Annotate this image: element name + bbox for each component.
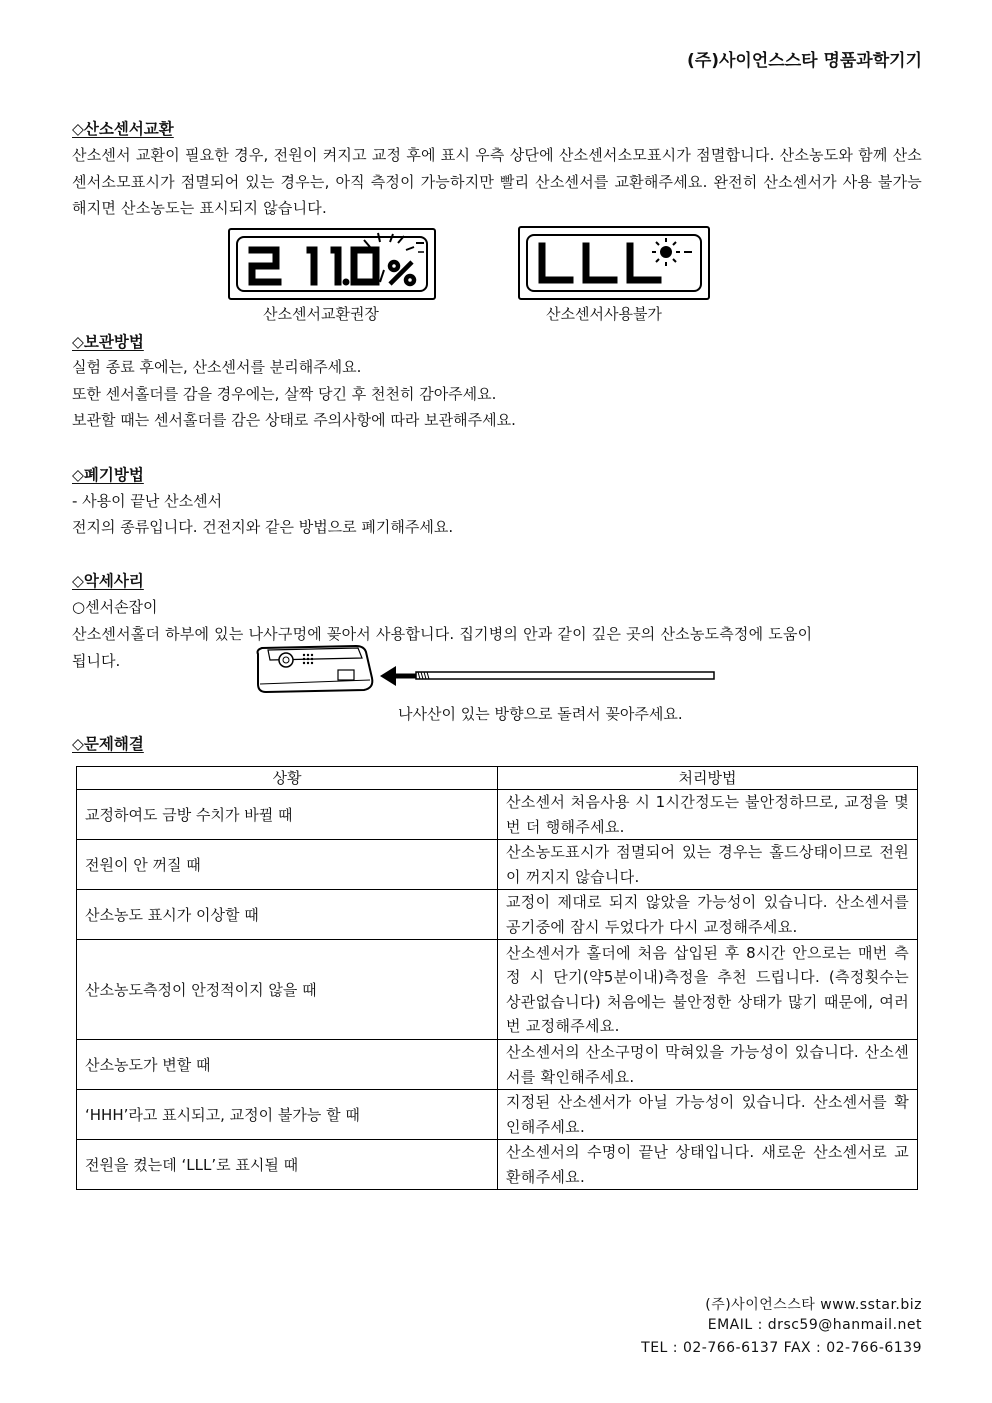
table-row	[77, 890, 918, 940]
sensor-handle-illustration	[250, 640, 720, 696]
situation-cell: 전원이 안 꺼질 때	[77, 840, 498, 890]
table-row	[77, 790, 918, 840]
storage-line-2: 또한 센서홀더를 감을 경우에는, 살짝 당긴 후 천천히 감아주세요.	[72, 385, 497, 403]
company-header: (주)사이언스스타 명품과학기기	[687, 51, 922, 71]
footer-email: EMAIL : drsc59@hanmail.net	[707, 1317, 922, 1333]
solution-cell: 산소농도표시가 점멸되어 있는 경우는 홀드상태이므로 전원이 꺼지지 않습니다.	[498, 840, 918, 890]
header-situation: 상황	[77, 767, 498, 790]
accessory-body-line-2: 됩니다.	[72, 652, 121, 670]
disposal-line-2: 전지의 종류입니다. 건전지와 같은 방법으로 폐기해주세요.	[72, 518, 454, 536]
solution-cell: 교정이 제대로 되지 않았을 가능성이 있습니다. 산소센서를 공기중에 잠시 두었다가 다시 교정해주세요.	[498, 890, 918, 940]
solution-cell: 산소센서 처음사용 시 1시간정도는 불안정하므로, 교정을 몇 번 더 행해주세요.	[498, 790, 918, 840]
situation-cell: 산소농도가 변할 때	[77, 1040, 498, 1090]
sensor-replace-title: ◇산소센서교환	[72, 120, 174, 138]
table-row	[77, 840, 918, 890]
situation-cell: ‘HHH’라고 표시되고, 교정이 불가능 할 때	[77, 1090, 498, 1140]
lcd-display-unusable	[518, 226, 710, 300]
situation-cell: 산소농도측정이 안정적이지 않을 때	[77, 940, 498, 1040]
disposal-title: ◇폐기방법	[72, 466, 144, 484]
footer-company: (주)사이언스스타 www.sstar.biz	[705, 1297, 922, 1313]
storage-line-1: 실험 종료 후에는, 산소센서를 분리해주세요.	[72, 358, 362, 376]
solution-cell: 지정된 산소센서가 아닐 가능성이 있습니다. 산소센서를 확인해주세요.	[498, 1090, 918, 1140]
lcd-display-replace-recommended	[228, 228, 436, 300]
storage-line-3: 보관할 때는 센서홀더를 감은 상태로 주의사항에 따라 보관해주세요.	[72, 411, 516, 429]
accessory-caption: 나사산이 있는 방향으로 돌려서 꽂아주세요.	[398, 705, 683, 723]
table-row	[77, 1040, 918, 1090]
table-row	[77, 1140, 918, 1190]
lcd-reading-21-percent	[230, 230, 434, 298]
sensor-depletion-icon	[652, 238, 680, 266]
solution-cell: 산소센서의 산소구멍이 막혀있을 가능성이 있습니다. 산소센서를 확인해주세요.	[498, 1040, 918, 1090]
sensor-replace-body: 산소센서 교환이 필요한 경우, 전원이 켜지고 교정 후에 표시 우측 상단에 산소센서소모표시가 점멸합니다. 산소농도와 함께 산소센서소모표시가 점멸되어 있는 경우는, 아직 측정이 가능하지만 빨리 산소센서를 교환해주세요. 완전히 산소센서가 사용 불가능해지면 산소농도는 표시되지 않습니다.	[72, 146, 922, 217]
footer-phone: TEL : 02-766-6137 FAX : 02-766-6139	[641, 1340, 922, 1356]
situation-cell: 교정하여도 금방 수치가 바뀔 때	[77, 790, 498, 840]
table-row	[77, 1090, 918, 1140]
situation-cell: 산소농도 표시가 이상할 때	[77, 890, 498, 940]
troubleshooting-title: ◇문제해결	[72, 735, 144, 753]
disposal-line-1: - 사용이 끝난 산소센서	[72, 492, 223, 510]
lcd-reading-lll	[520, 228, 708, 298]
troubleshooting-table	[76, 766, 918, 1190]
situation-cell: 전원을 켰는데 ‘LLL’로 표시될 때	[77, 1140, 498, 1190]
accessory-subtitle: ○센서손잡이	[72, 598, 158, 616]
table-header-row	[77, 767, 918, 790]
solution-cell: 산소센서의 수명이 끝난 상태입니다. 새로운 산소센서로 교환해주세요.	[498, 1140, 918, 1190]
lcd-caption-unusable: 산소센서사용불가	[546, 305, 662, 323]
header-solution: 처리방법	[498, 767, 918, 790]
storage-title: ◇보관방법	[72, 333, 144, 351]
table-row	[77, 940, 918, 1040]
accessory-title: ◇악세사리	[72, 572, 144, 590]
lcd-caption-replace-recommended: 산소센서교환권장	[263, 305, 379, 323]
accessory-body-line-1: 산소센서홀더 하부에 있는 나사구멍에 꽂아서 사용합니다. 집기병의 안과 같이 깊은 곳의 산소농도측정에 도움이	[72, 625, 813, 643]
solution-cell: 산소센서가 홀더에 처음 삽입된 후 8시간 안으로는 매번 측정 시 단기(약5분이내)측정을 추천 드립니다. (측정횟수는 상관없습니다) 처음에는 불안정한 상태가 많기 때문에, 여러번 교정해주세요.	[498, 940, 918, 1040]
